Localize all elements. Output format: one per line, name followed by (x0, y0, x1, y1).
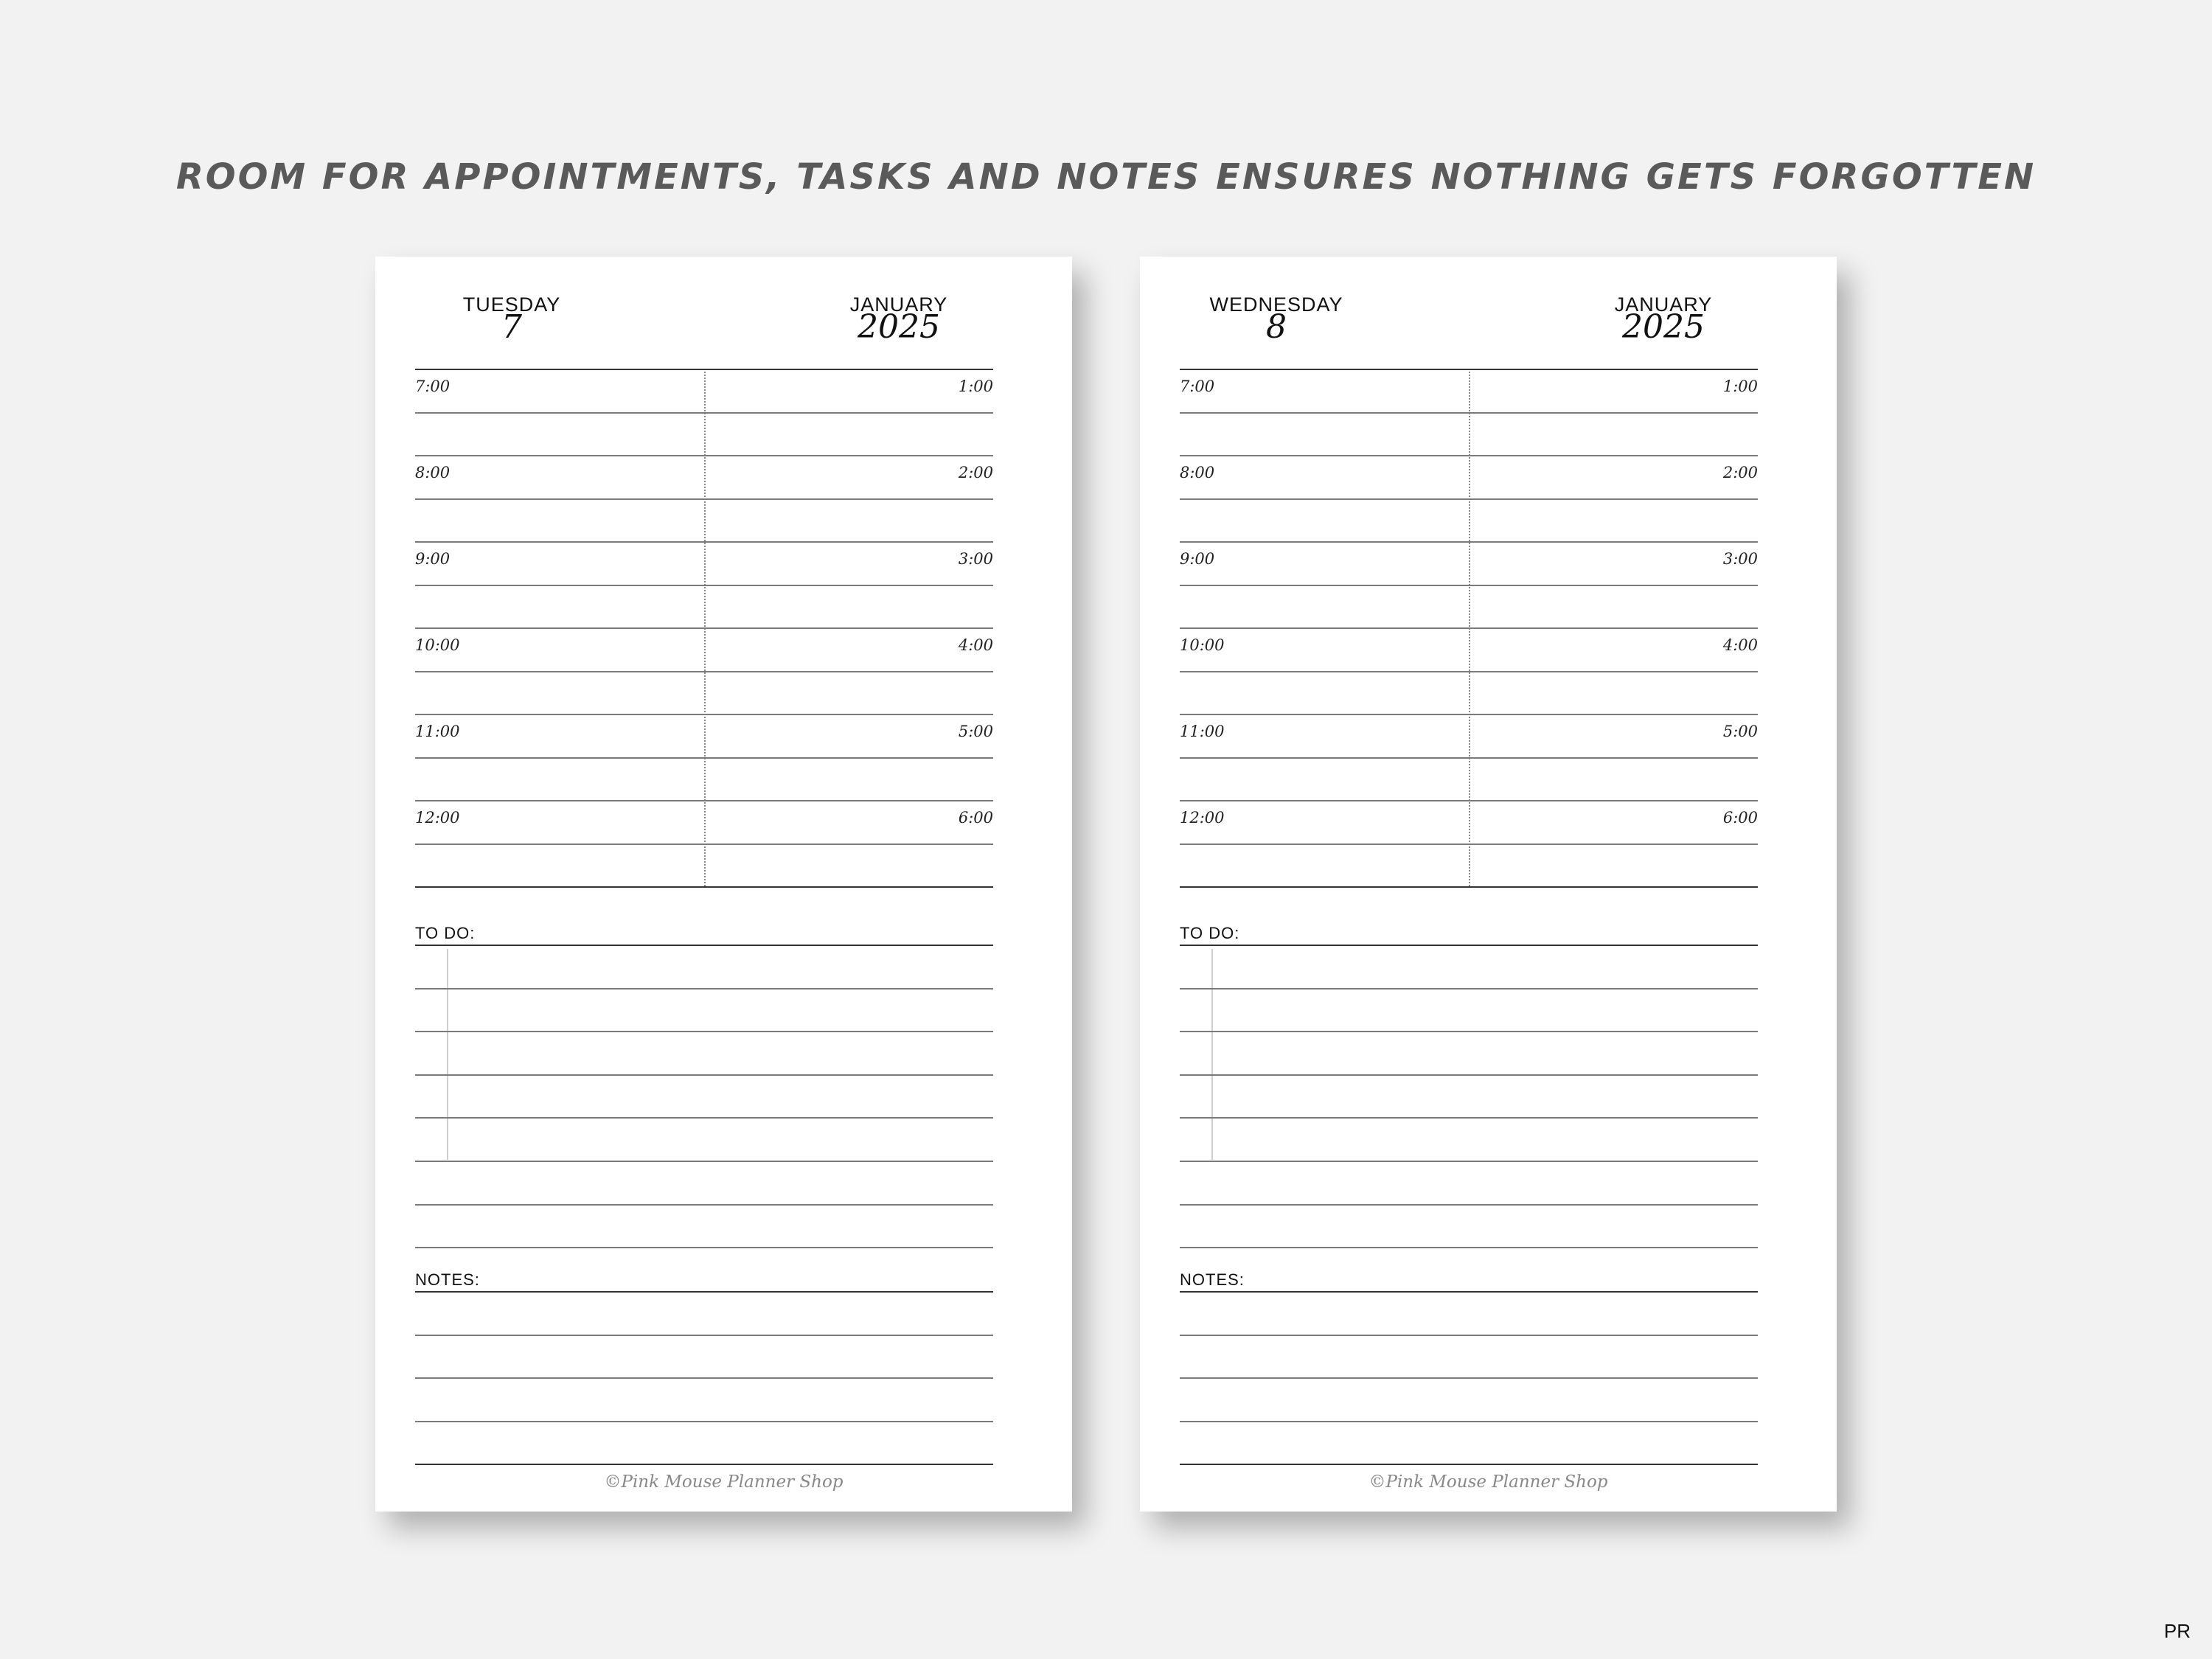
schedule-line (415, 844, 993, 845)
time-label-am: 10:00 (1180, 636, 1225, 654)
time-label-pm: 5:00 (958, 723, 993, 740)
schedule-line (1180, 455, 1758, 456)
todo-label: TO DO: (1180, 924, 1240, 942)
schedule-line (1180, 714, 1758, 715)
schedule-line (415, 627, 993, 629)
schedule-line (415, 369, 993, 370)
corner-tag: PR (2163, 1620, 2191, 1642)
schedule-line (415, 541, 993, 543)
time-label-am: 11:00 (415, 723, 460, 740)
schedule-line (1180, 412, 1758, 414)
todo-line (1180, 945, 1758, 946)
notes-line (415, 1291, 993, 1293)
time-label-am: 9:00 (1180, 550, 1215, 568)
notes-line (1180, 1291, 1758, 1293)
schedule-line (415, 886, 993, 888)
todo-line (415, 988, 993, 990)
notes-line (1180, 1377, 1758, 1379)
time-label-pm: 1:00 (958, 378, 993, 395)
notes-line (415, 1335, 993, 1336)
schedule-line (1180, 671, 1758, 672)
schedule-line (1180, 369, 1758, 370)
time-label-pm: 2:00 (1722, 464, 1758, 481)
month-name: JANUARY (1614, 293, 1713, 316)
todo-line (415, 1031, 993, 1032)
time-label-am: 7:00 (1180, 378, 1215, 395)
time-label-pm: 6:00 (1722, 809, 1758, 827)
time-label-pm: 5:00 (1722, 723, 1758, 740)
schedule-line (415, 757, 993, 759)
todo-checkbox-margin (447, 949, 448, 1160)
day-name: TUESDAY (462, 293, 561, 316)
schedule-line (415, 714, 993, 715)
time-label-pm: 2:00 (958, 464, 993, 481)
time-label-am: 8:00 (415, 464, 451, 481)
todo-line (415, 1204, 993, 1206)
schedule-line (1180, 800, 1758, 801)
schedule-line (415, 585, 993, 586)
schedule-line (415, 800, 993, 801)
schedule-line (415, 671, 993, 672)
time-label-am: 11:00 (1180, 723, 1225, 740)
todo-line (415, 1161, 993, 1162)
time-label-pm: 4:00 (958, 636, 993, 654)
schedule-line (415, 412, 993, 414)
notes-label: NOTES: (1180, 1270, 1245, 1289)
time-label-am: 9:00 (415, 550, 451, 568)
todo-line (415, 1247, 993, 1248)
time-label-pm: 1:00 (1722, 378, 1758, 395)
time-label-pm: 4:00 (1722, 636, 1758, 654)
notes-label: NOTES: (415, 1270, 480, 1289)
shop-credit: ©Pink Mouse Planner Shop (1368, 1472, 1608, 1492)
planner-page-right (1140, 257, 1837, 1512)
todo-line (1180, 988, 1758, 990)
todo-line (1180, 1204, 1758, 1206)
day-name: WEDNESDAY (1209, 293, 1343, 316)
schedule-line (1180, 757, 1758, 759)
year: 2025 (858, 308, 940, 346)
todo-line (415, 1074, 993, 1076)
day-number: 7 (501, 308, 522, 346)
notes-line (415, 1464, 993, 1465)
shop-credit: ©Pink Mouse Planner Shop (604, 1472, 844, 1492)
todo-label: TO DO: (415, 924, 476, 942)
todo-line (415, 1117, 993, 1119)
schedule-line (1180, 498, 1758, 500)
schedule-line (1180, 585, 1758, 586)
time-label-am: 12:00 (415, 809, 460, 827)
schedule-line (1180, 541, 1758, 543)
headline: ROOM FOR APPOINTMENTS, TASKS AND NOTES ENSURES NOTHING GETS FORGOTTEN (175, 156, 2037, 198)
time-label-am: 12:00 (1180, 809, 1225, 827)
time-label-am: 10:00 (415, 636, 460, 654)
schedule-line (415, 498, 993, 500)
notes-line (415, 1421, 993, 1422)
notes-line (415, 1377, 993, 1379)
todo-line (1180, 1074, 1758, 1076)
year: 2025 (1622, 308, 1705, 346)
todo-checkbox-margin (1211, 949, 1213, 1160)
month-name: JANUARY (849, 293, 948, 316)
todo-line (1180, 1031, 1758, 1032)
notes-line (1180, 1335, 1758, 1336)
schedule-line (1180, 886, 1758, 888)
todo-line (1180, 1161, 1758, 1162)
time-label-am: 8:00 (1180, 464, 1215, 481)
schedule-line (1180, 627, 1758, 629)
todo-line (1180, 1117, 1758, 1119)
todo-line (1180, 1247, 1758, 1248)
time-label-am: 7:00 (415, 378, 451, 395)
time-label-pm: 3:00 (958, 550, 993, 568)
planner-page-left (375, 257, 1072, 1512)
time-label-pm: 6:00 (958, 809, 993, 827)
schedule-line (415, 455, 993, 456)
time-label-pm: 3:00 (1722, 550, 1758, 568)
notes-line (1180, 1464, 1758, 1465)
day-number: 8 (1266, 308, 1287, 346)
notes-line (1180, 1421, 1758, 1422)
todo-line (415, 945, 993, 946)
schedule-line (1180, 844, 1758, 845)
